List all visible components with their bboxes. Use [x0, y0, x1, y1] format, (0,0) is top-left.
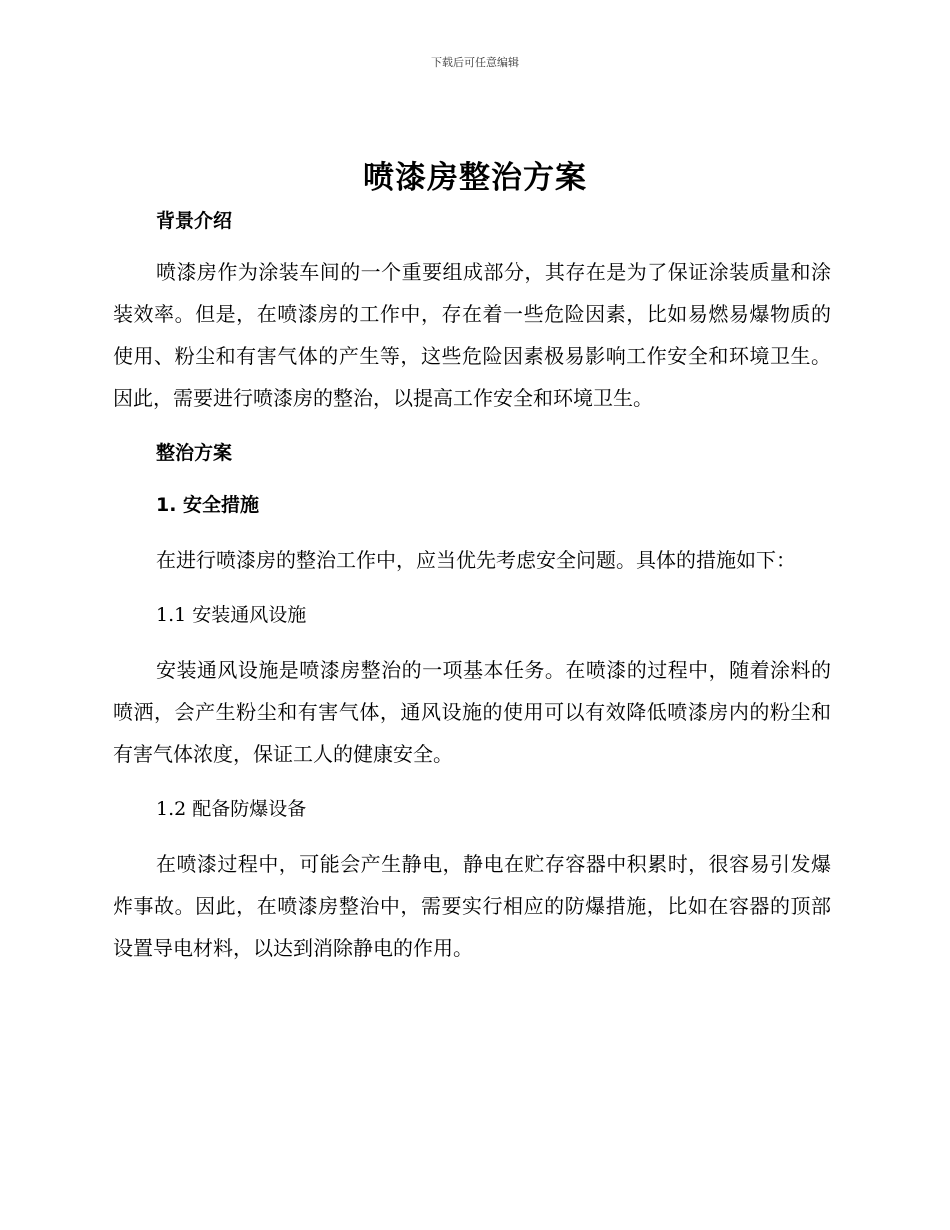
header-note: 下载后可任意编辑	[431, 56, 519, 69]
subsection-heading-ventilation: 1.1 安装通风设施	[156, 604, 307, 626]
section-heading-plan: 整治方案	[156, 442, 233, 464]
subsection-heading-safety: 1. 安全措施	[156, 494, 260, 516]
document-body	[113, 203, 831, 969]
section-heading-background: 背景介绍	[156, 210, 233, 232]
paragraph-ventilation: 安装通风设施是喷漆房整治的一项基本任务。在喷漆的过程中，随着涂料的喷洒，会产生粉尘和有害气体，通风设施的使用可以有效降低喷漆房内的粉尘和有害气体浓度，保证工人的健康安全。	[113, 658, 831, 766]
subsection-heading-explosion: 1.2 配备防爆设备	[156, 798, 307, 820]
paragraph-explosion: 在喷漆过程中，可能会产生静电，静电在贮存容器中积累时，很容易引发爆炸事故。因此，在喷漆房整治中，需要实行相应的防爆措施，比如在容器的顶部设置导电材料，以达到消除静电的作用。	[113, 852, 831, 960]
document-title: 喷漆房整治方案	[363, 160, 587, 196]
paragraph-background: 喷漆房作为涂装车间的一个重要组成部分，其存在是为了保证涂装质量和涂装效率。但是，在喷漆房的工作中，存在着一些危险因素，比如易燃易爆物质的使用、粉尘和有害气体的产生等，这些危险因素极易影响工作安全和环境卫生。因此，需要进行喷漆房的整治，以提高工作安全和环境卫生。	[113, 260, 831, 410]
paragraph-safety-intro: 在进行喷漆房的整治工作中，应当优先考虑安全问题。具体的措施如下：	[156, 548, 796, 572]
